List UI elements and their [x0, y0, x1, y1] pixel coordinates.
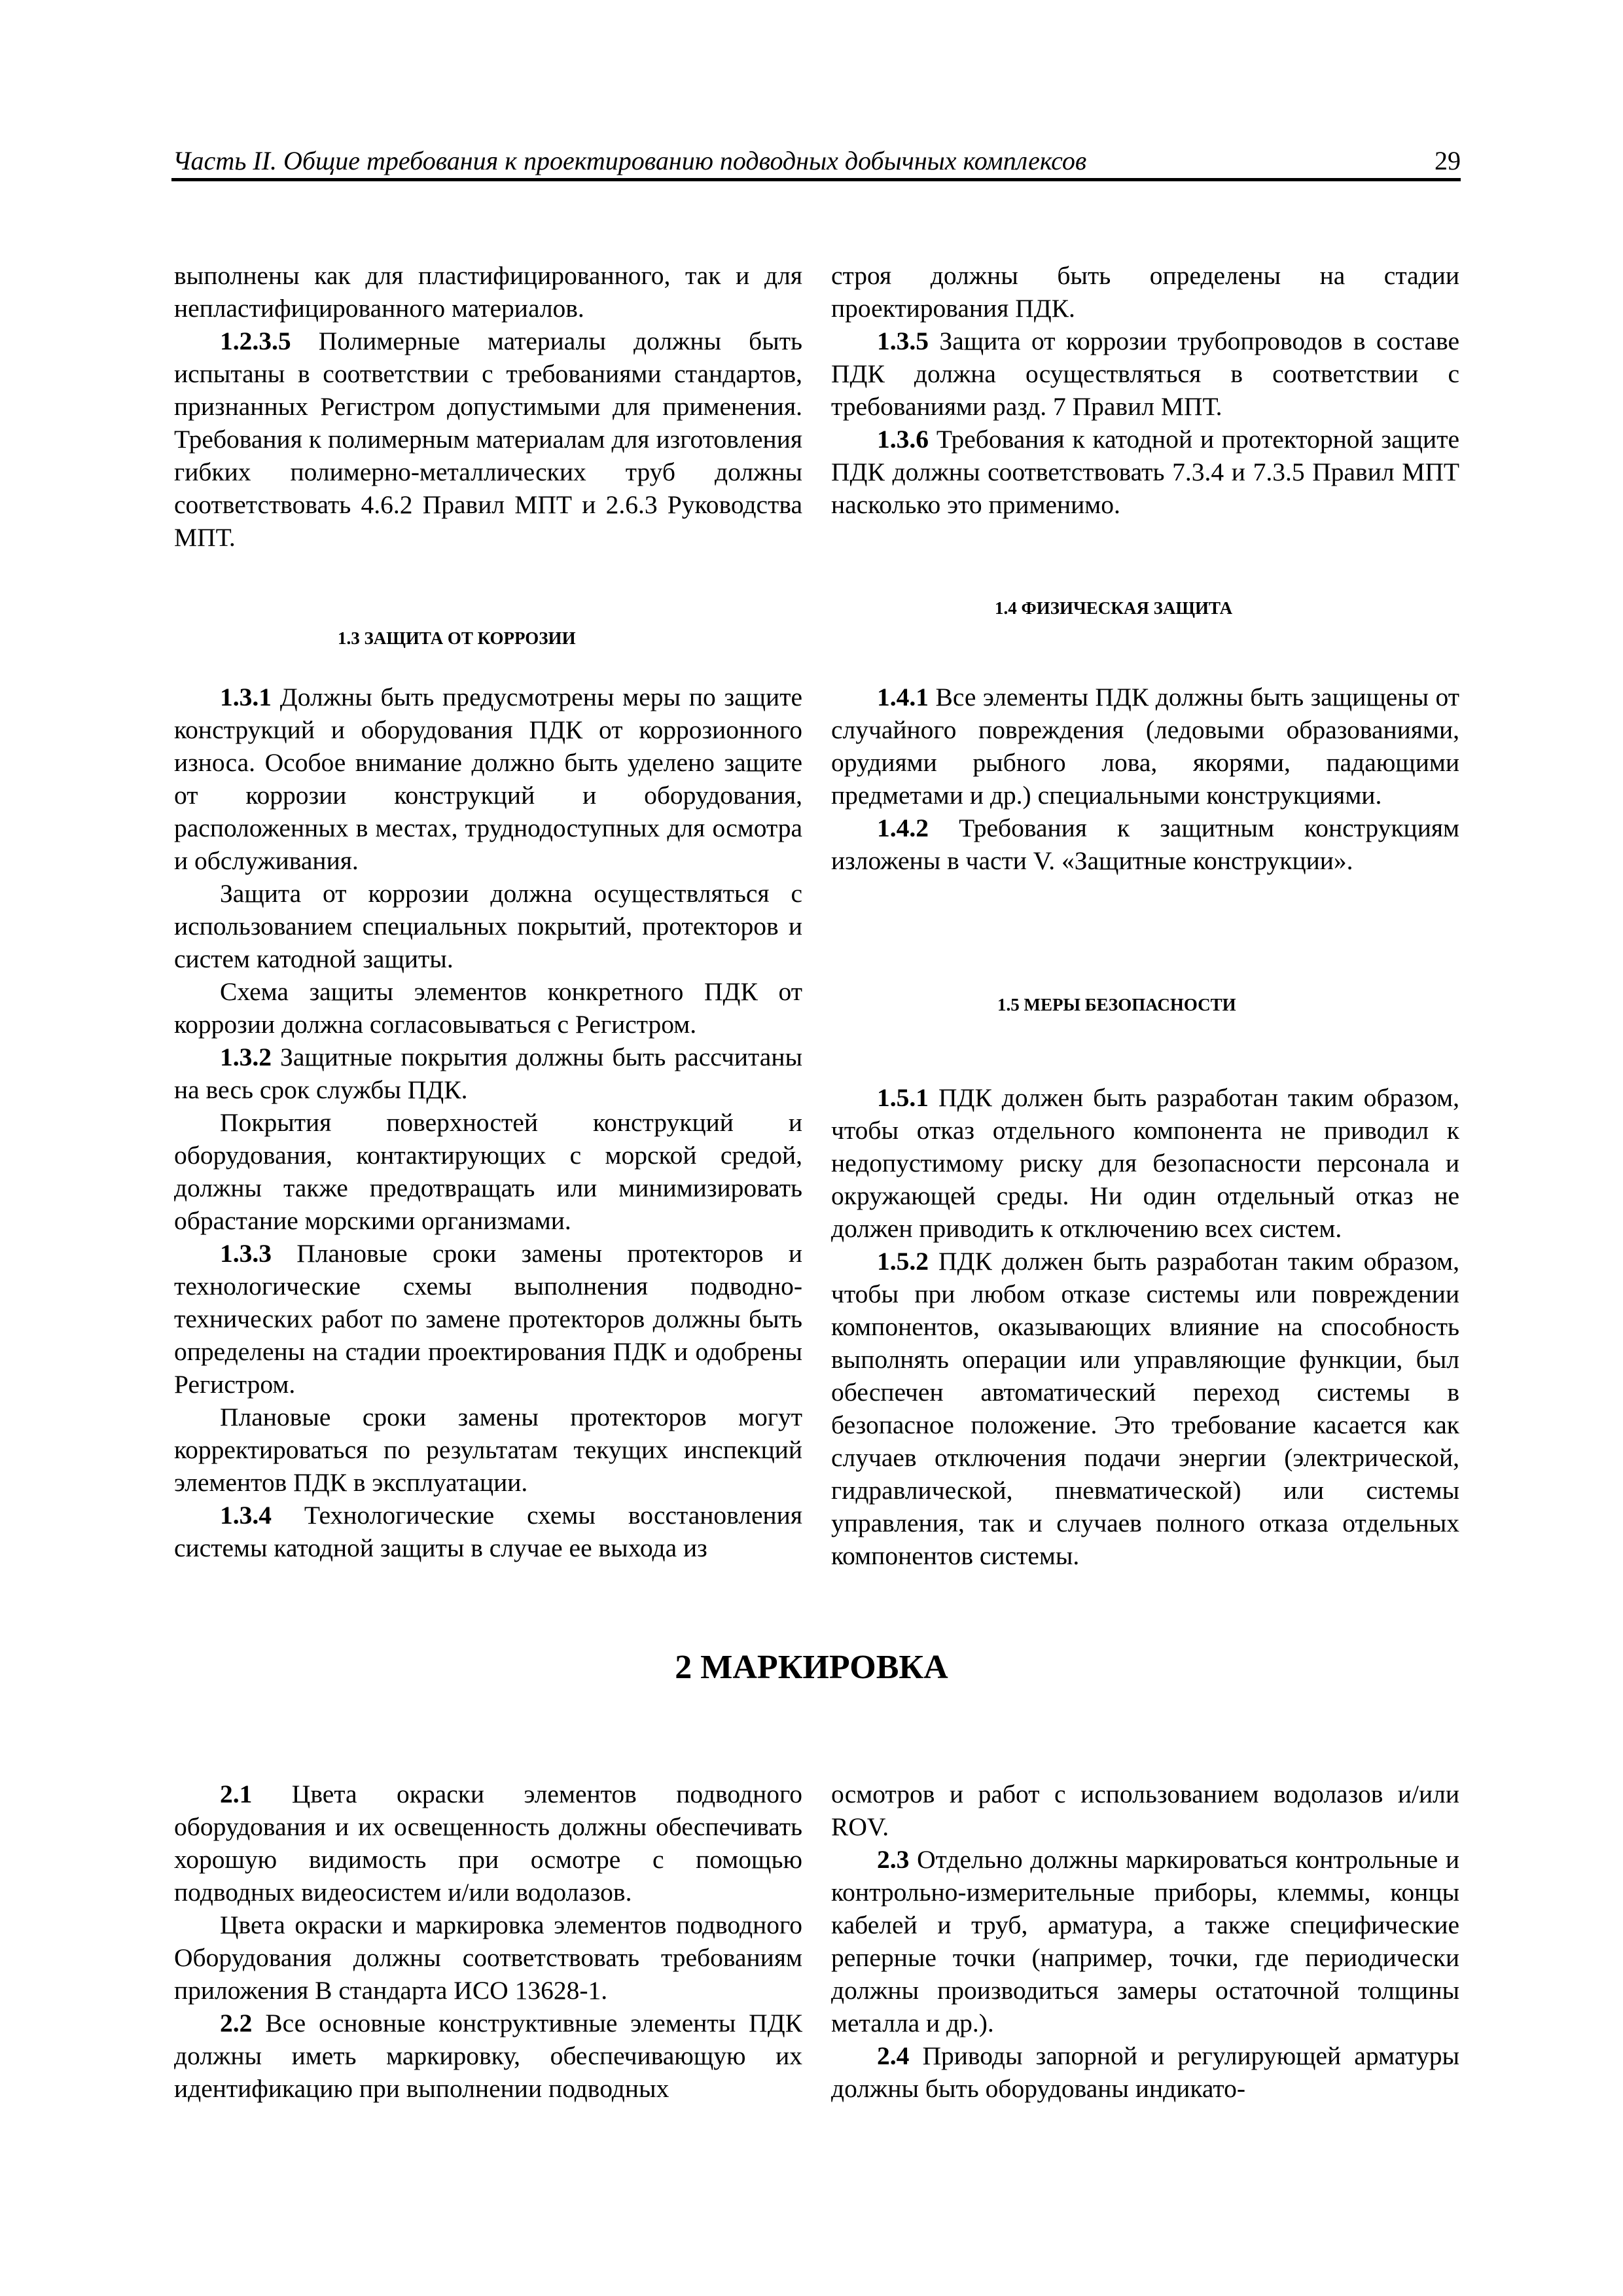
clause-number: 1.3.6: [877, 425, 929, 454]
paragraph-text: Технологические схемы восстановления системы катодной защиты в случае ее выхода из: [174, 1501, 802, 1562]
paragraph-text: осмотров и работ с использованием водолазов и/или ROV.: [831, 1780, 1459, 1841]
chapter-heading: 2 МАРКИРОВКА: [675, 1649, 948, 1686]
paragraph-text: Защита от коррозии трубопроводов в составе ПДК должна осуществляться в соответствии с требованиями разд. 7 Правил МПТ.: [831, 327, 1459, 421]
paragraph: [831, 423, 1459, 521]
running-header: [171, 145, 1461, 181]
clause-number: 2.1: [220, 1780, 253, 1808]
paragraph-text: Схема защиты элементов конкретного ПДК от коррозии должна согласовываться с Регистром.: [174, 977, 802, 1039]
page-number: 29: [1435, 146, 1461, 175]
paragraph: [174, 1401, 802, 1499]
paragraph: [174, 1106, 802, 1237]
clause-number: 1.4.2: [877, 814, 929, 842]
clause-number: 2.2: [220, 2009, 253, 2037]
clause-number: 1.2.3.5: [220, 327, 291, 355]
top-left-column: [174, 259, 802, 554]
clause-number: 2.3: [877, 1845, 910, 1874]
paragraph-text: Плановые сроки замены протекторов и технологические схемы выполнения подводно-технических работ по замене протекторов должны быть определены на стадии проектирования ПДК и одобрены Регистром.: [174, 1239, 802, 1399]
chapter-2-right-column: [831, 1778, 1459, 2105]
paragraph-text: Приводы запорной и регулирующей арматуры должны быть оборудованы индикато-: [831, 2041, 1459, 2103]
section-heading-1-5: 1.5 МЕРЫ БЕЗОПАСНОСТИ: [997, 995, 1236, 1014]
paragraph: [831, 1081, 1459, 1245]
clause-number: 1.3.2: [220, 1043, 272, 1071]
paragraph: [831, 681, 1459, 812]
paragraph: [831, 2039, 1459, 2105]
clause-number: 1.3.1: [220, 683, 272, 711]
clause-number: 2.4: [877, 2041, 910, 2070]
paragraph: [831, 812, 1459, 877]
paragraph: [174, 259, 802, 325]
paragraph-text: строя должны быть определены на стадии проектирования ПДК.: [831, 261, 1459, 323]
paragraph-text: Защита от коррозии должна осуществляться с использованием специальных покрытий, протекторов и систем катодной защиты.: [174, 879, 802, 973]
paragraph-text: Полимерные материалы должны быть испытаны в соответствии с требованиями стандартов, признанных Регистром допустимыми для применения. Требования к полимерным материалам для изготовления гибких полимерно-металлических труб должны соответствовать 4.6.2 Правил МПТ и 2.6.3 Руководства МПТ.: [174, 327, 802, 552]
paragraph: [174, 1909, 802, 2007]
clause-number: 1.3.3: [220, 1239, 272, 1268]
paragraph-text: Отдельно должны маркироваться контрольные и контрольно-измерительные приборы, клеммы, концы кабелей и труб, арматура, а также специфические реперные точки (например, точки, где периодически должны производиться замеры остаточной толщины металла и др.).: [831, 1845, 1459, 2037]
paragraph-text: ПДК должен быть разработан таким образом, чтобы отказ отдельного компонента не приводил к недопустимому риску для безопасности персонала и окружающей среды. Ни один отдельный отказ не должен приводить к отключению всех систем.: [831, 1083, 1459, 1243]
paragraph: [174, 877, 802, 975]
section-1-3-column: [174, 681, 802, 1564]
paragraph: [174, 1499, 802, 1564]
clause-number: 1.3.4: [220, 1501, 272, 1530]
paragraph: [831, 1843, 1459, 2039]
paragraph-text: Требования к защитным конструкциям изложены в части V. «Защитные конструкции».: [831, 814, 1459, 875]
paragraph: [174, 1778, 802, 1909]
paragraph-text: Все основные конструктивные элементы ПДК должны иметь маркировку, обеспечивающую их идентификацию при выполнении подводных: [174, 2009, 802, 2103]
paragraph: [831, 259, 1459, 325]
paragraph-text: Покрытия поверхностей конструкций и оборудования, контактирующих с морской средой, должны также предотвращать или минимизировать обрастание морскими организмами.: [174, 1108, 802, 1235]
paragraph: [831, 1778, 1459, 1843]
paragraph-text: выполнены как для пластифицированного, так и для непластифицированного материалов.: [174, 261, 802, 323]
paragraph: [831, 325, 1459, 423]
paragraph-text: Цвета окраски и маркировка элементов подводного Оборудования должны соответствовать требованиям приложения В стандарта ИСО 13628-1.: [174, 1910, 802, 2005]
paragraph-text: Должны быть предусмотрены меры по защите конструкций и оборудования ПДК от коррозионного износа. Особое внимание должно быть уделено защите от коррозии конструкций и оборудования, расположенных в местах, труднодоступных для осмотра и обслуживания.: [174, 683, 802, 875]
clause-number: 1.3.5: [877, 327, 929, 355]
paragraph: [174, 325, 802, 554]
clause-number: 1.4.1: [877, 683, 929, 711]
paragraph: [174, 2007, 802, 2105]
paragraph-text: Защитные покрытия должны быть рассчитаны на весь срок службы ПДК.: [174, 1043, 802, 1104]
paragraph-text: Требования к катодной и протекторной защите ПДК должны соответствовать 7.3.4 и 7.3.5 Правил МПТ насколько это применимо.: [831, 425, 1459, 519]
section-1-4-column: [831, 681, 1459, 877]
paragraph-text: Плановые сроки замены протекторов могут корректироваться по результатам текущих инспекций элементов ПДК в эксплуатации.: [174, 1403, 802, 1497]
top-right-column: [831, 259, 1459, 521]
paragraph-text: ПДК должен быть разработан таким образом, чтобы при любом отказе системы или повреждении компонентов, оказывающих влияние на способность выполнять операции или управляющие функции, был обеспечен автоматический переход системы в безопасное положение. Это требование касается как случаев отключения подачи энергии (электрической, гидравлической, пневматической) или системы управления, так и случаев полного отказа отдельных компонентов системы.: [831, 1247, 1459, 1570]
paragraph-text: Все элементы ПДК должны быть защищены от случайного повреждения (ледовыми образованиями, орудиями рыбного лова, якорями, падающими предметами и др.) специальными конструкциями.: [831, 683, 1459, 810]
paragraph-text: Цвета окраски элементов подводного оборудования и их освещенность должны обеспечивать хорошую видимость при осмотре с помощью подводных видеосистем и/или водолазов.: [174, 1780, 802, 1907]
section-heading-1-4: 1.4 ФИЗИЧЕСКАЯ ЗАЩИТА: [995, 598, 1233, 618]
clause-number: 1.5.2: [877, 1247, 929, 1276]
paragraph: [174, 1041, 802, 1106]
chapter-2-left-column: [174, 1778, 802, 2105]
paragraph: [174, 975, 802, 1041]
paragraph: [174, 681, 802, 877]
clause-number: 1.5.1: [877, 1083, 929, 1112]
paragraph: [831, 1245, 1459, 1572]
section-heading-1-3: 1.3 ЗАЩИТА ОТ КОРРОЗИИ: [338, 628, 576, 648]
header-title: Часть II. Общие требования к проектированию подводных добычных комплексов: [173, 146, 1087, 175]
paragraph: [174, 1237, 802, 1401]
section-1-5-column: [831, 1081, 1459, 1572]
